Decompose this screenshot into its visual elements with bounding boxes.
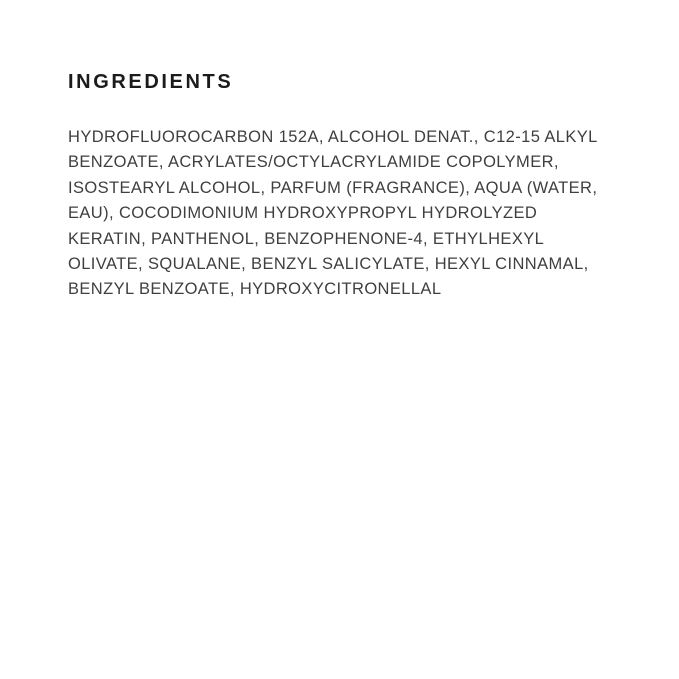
ingredients-line: ISOSTEARYL ALCOHOL, PARFUM (FRAGRANCE), AQUA (WATER, xyxy=(68,178,598,197)
ingredients-content xyxy=(68,71,639,303)
ingredients-heading: INGREDIENTS xyxy=(68,71,234,93)
ingredients-list xyxy=(68,125,639,303)
ingredients-line: OLIVATE, SQUALANE, BENZYL SALICYLATE, HEXYL CINNAMAL, xyxy=(68,255,589,274)
ingredients-line: EAU), COCODIMONIUM HYDROXYPROPYL HYDROLYZED xyxy=(68,204,538,223)
ingredients-line: HYDROFLUOROCARBON 152A, ALCOHOL DENAT., C12-15 ALKYL xyxy=(68,128,598,146)
ingredients-line: BENZYL BENZOATE, HYDROXYCITRONELLAL xyxy=(68,280,442,299)
ingredients-line: KERATIN, PANTHENOL, BENZOPHENONE-4, ETHYLHEXYL xyxy=(68,229,545,248)
ingredients-line: BENZOATE, ACRYLATES/OCTYLACRYLAMIDE COPOLYMER, xyxy=(68,153,559,172)
